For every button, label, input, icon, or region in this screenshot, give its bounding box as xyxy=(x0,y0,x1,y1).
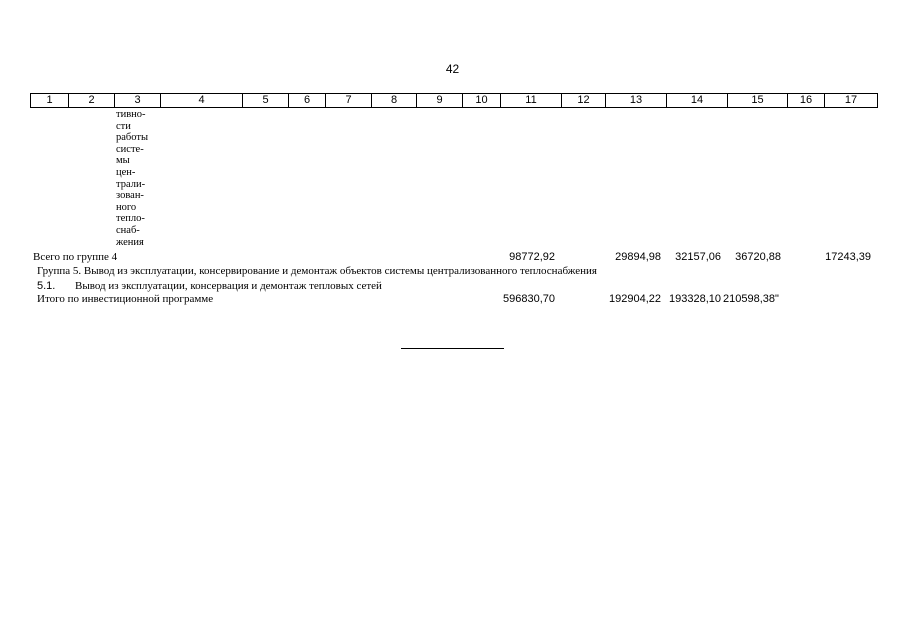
header-cell: 5 xyxy=(243,94,289,108)
program-total-col15: 210598,38" xyxy=(723,293,779,305)
wrapped-cell-text xyxy=(116,109,161,248)
column-header-table xyxy=(30,93,878,108)
header-cell: 2 xyxy=(69,94,115,108)
group4-total-col13: 29894,98 xyxy=(615,251,661,263)
header-cell: 13 xyxy=(606,94,667,108)
header-cell: 12 xyxy=(562,94,606,108)
wrapped-line: тепло- xyxy=(116,213,145,225)
header-cell: 15 xyxy=(728,94,788,108)
group4-total-col17: 17243,39 xyxy=(825,251,871,263)
wrapped-line: мы xyxy=(116,155,130,167)
program-total-col14: 193328,10 xyxy=(669,293,721,305)
header-cell: 1 xyxy=(31,94,69,108)
group4-total-col11: 98772,92 xyxy=(509,251,555,263)
wrapped-line: сти xyxy=(116,120,131,132)
header-cell: 17 xyxy=(825,94,878,108)
header-cell: 10 xyxy=(463,94,501,108)
wrapped-line: систе- xyxy=(116,143,144,155)
wrapped-line: работы xyxy=(116,132,149,144)
group5-subsection-title: Вывод из эксплуатации, консервация и демонтаж тепловых сетей xyxy=(75,280,382,292)
header-cell: 3 xyxy=(115,94,161,108)
wrapped-line: тивно- xyxy=(116,109,146,120)
group4-total-col14: 32157,06 xyxy=(675,251,721,263)
wrapped-line: зован- xyxy=(116,190,144,202)
wrapped-line: снаб- xyxy=(116,224,140,236)
end-rule xyxy=(401,348,504,349)
header-cell: 8 xyxy=(372,94,417,108)
program-total-label: Итого по инвестиционной программе xyxy=(37,293,214,305)
header-cell: 6 xyxy=(289,94,326,108)
group5-title: Группа 5. Вывод из эксплуатации, консервирование и демонтаж объектов системы централизованного теплоснабжения xyxy=(37,265,597,277)
page-number: 42 xyxy=(445,62,460,76)
group4-total-col15: 36720,88 xyxy=(735,251,781,263)
header-cell: 14 xyxy=(667,94,728,108)
wrapped-line: ного xyxy=(116,201,137,213)
header-cell: 7 xyxy=(326,94,372,108)
program-total-col11: 596830,70 xyxy=(503,293,555,305)
program-total-col13: 192904,22 xyxy=(609,293,661,305)
header-cell: 11 xyxy=(501,94,562,108)
header-cell: 9 xyxy=(417,94,463,108)
wrapped-line: трали- xyxy=(116,178,146,190)
header-cell: 4 xyxy=(161,94,243,108)
group5-subsection-number: 5.1. xyxy=(37,280,56,292)
wrapped-line: цен- xyxy=(116,166,136,178)
wrapped-line: жения xyxy=(116,236,144,248)
header-row xyxy=(31,94,878,108)
group4-total-label: Всего по группе 4 xyxy=(33,251,118,263)
header-cell: 16 xyxy=(788,94,825,108)
